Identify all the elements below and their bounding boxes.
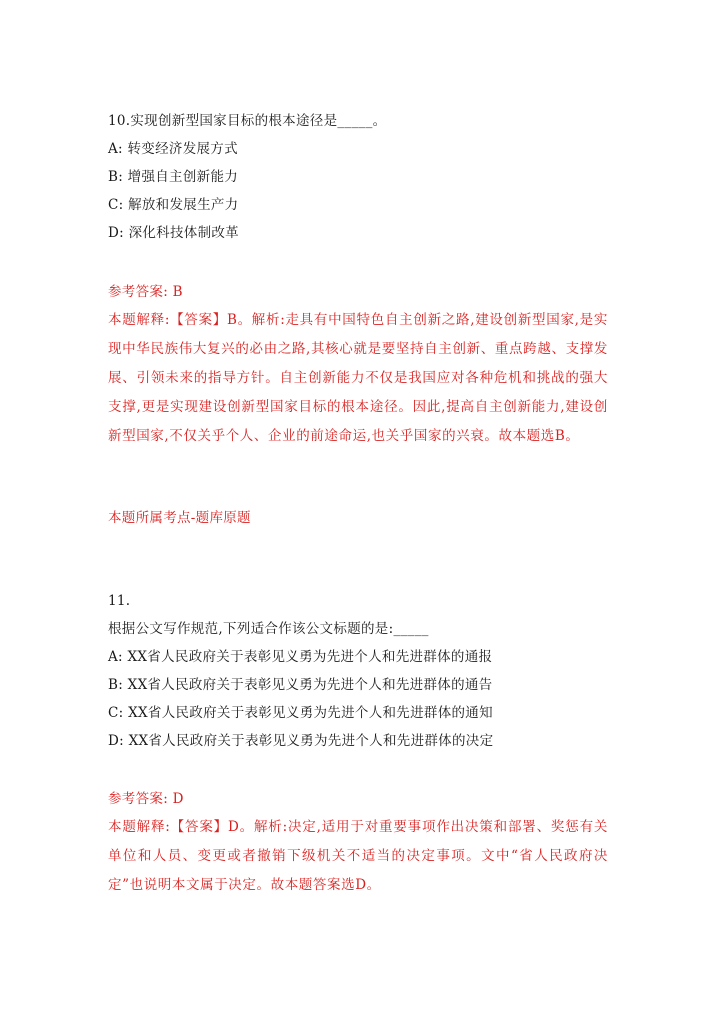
option-c: C: 解放和发展生产力 [108, 197, 239, 213]
question-stem: 根据公文写作规范,下列适合作该公文标题的是:_____ [108, 621, 429, 637]
option-b: B: XX省人民政府关于表彰见义勇为先进个人和先进群体的通告 [108, 677, 493, 693]
question-stem: 10.实现创新型国家目标的根本途径是_____。 [108, 113, 387, 129]
reference-answer: 参考答案: B [108, 284, 183, 300]
question-11 [108, 587, 613, 755]
answer-explanation: 本题解释:【答案】B。解析:走具有中国特色自主创新之路,建设创新型国家,是实现中华民族伟大复兴的必由之路,其核心就是要坚持自主创新、重点跨越、支撑发展、引领未来的指导方针。自主创新能力不仅是我国应对各种危机和挑战的强大支撑,更是实现建设创新型国家目标的根本途径。因此,提高自主创新能力,建设创新型国家,不仅关乎个人、企业的前途命运,也关乎国家的兴衰。故本题选B。 [108, 312, 608, 444]
option-d: D: XX省人民政府关于表彰见义勇为先进个人和先进群体的决定 [108, 733, 494, 749]
question-11-answer-block [108, 785, 613, 900]
option-b: B: 增强自主创新能力 [108, 169, 239, 185]
option-a: A: 转变经济发展方式 [108, 141, 238, 157]
question-10-source [108, 504, 613, 532]
source-note: 本题所属考点-题库原题 [108, 510, 251, 526]
question-10 [108, 107, 613, 247]
question-number: 11. [108, 593, 131, 609]
option-d: D: 深化科技体制改革 [108, 225, 239, 241]
question-10-answer-block [108, 278, 613, 451]
reference-answer: 参考答案: D [108, 791, 184, 807]
option-c: C: XX省人民政府关于表彰见义勇为先进个人和先进群体的通知 [108, 705, 493, 721]
option-a: A: XX省人民政府关于表彰见义勇为先进个人和先进群体的通报 [108, 649, 493, 665]
answer-explanation: 本题解释:【答案】D。解析:决定,适用于对重要事项作出决策和部署、奖惩有关单位和人员、变更或者撤销下级机关不适当的决定事项。文中“省人民政府决定”也说明本文属于决定。故本题答案选D。 [108, 819, 608, 893]
